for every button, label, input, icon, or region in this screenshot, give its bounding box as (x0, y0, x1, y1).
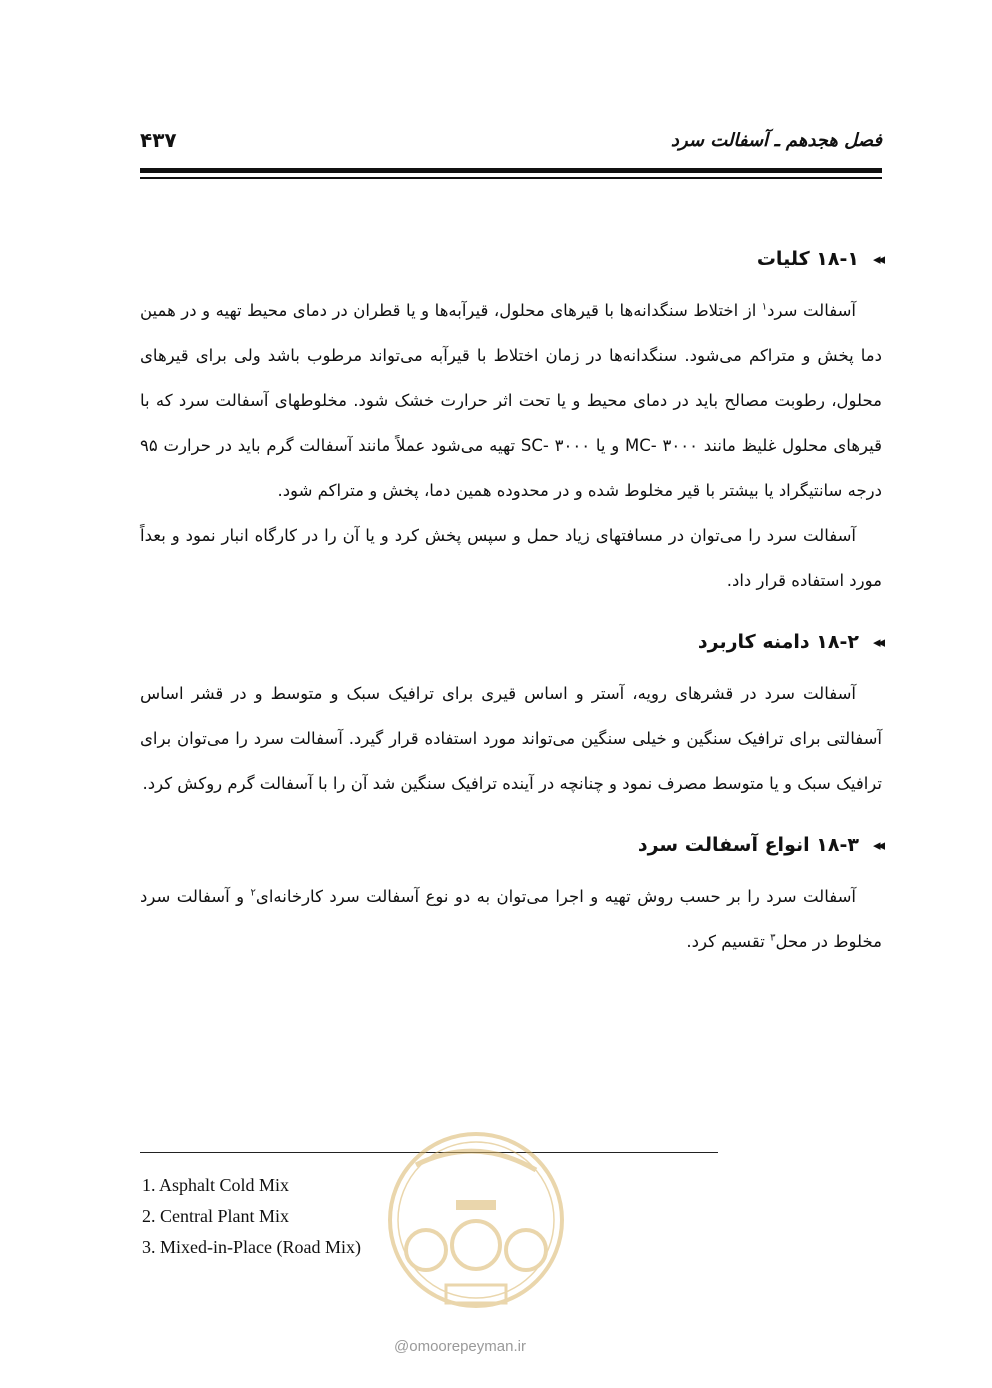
header-rule-thick (140, 168, 882, 173)
section-heading (140, 248, 882, 270)
paragraph-text: آسفالت سرد را بر حسب روش تهیه و اجرا می‌توان به دو نوع آسفالت سرد کارخانه‌ای (255, 887, 856, 906)
page-header-title: فصل هجدهم ـ آسفالت سرد (670, 130, 882, 151)
paragraph-text: و آسفالت سرد مخلوط در محل (140, 887, 882, 951)
section-general (140, 248, 882, 603)
paragraph (140, 513, 882, 603)
paragraph-text: تقسیم کرد. (686, 932, 771, 951)
section-heading (140, 631, 882, 653)
footnotes (142, 1170, 361, 1263)
section-heading (140, 834, 882, 856)
double-arrow-icon: ◂◂ (872, 836, 882, 854)
publisher-seal-watermark (386, 1125, 566, 1325)
watermark-url: @omoorepeyman.ir (394, 1338, 526, 1355)
paragraph (140, 671, 882, 806)
footnote-item: 1. Asphalt Cold Mix (142, 1175, 290, 1195)
section-title: ۱۸-۲ دامنه کاربرد (697, 631, 859, 653)
footnote-ref: ۱ (761, 301, 768, 313)
double-arrow-icon: ◂◂ (872, 633, 882, 651)
footnote-ref: ۳ (770, 932, 776, 944)
paragraph-text: از اختلاط سنگدانه‌ها با قیرهای محلول، قیرآبه‌ها و یا قطران در دمای محیط تهیه و در همین دما پخش و متراکم می‌شود. سنگدانه‌ها در زمان اختلاط با قیرآبه می‌تواند مرطوب باشد ولی برای قیرهای محلول، رطوبت مصالح باید در دمای محیط و یا تحت اثر حرارت خشک شود. مخلوطهای آسفالت سرد که با قیرهای محلول غلیظ مانند MC- ۳۰۰۰ و یا SC- ۳۰۰۰ تهیه می‌شود عملاً مانند آسفالت گرم باید در حرارت ۹۵ درجه سانتیگراد یا بیشتر با قیر مخلوط شده و در محدوده همین دما، پخش و متراکم شود. (140, 301, 883, 500)
section-title: ۱۸-۳ انواع آسفالت سرد (637, 834, 859, 856)
footnote-item: 3. Mixed-in-Place (Road Mix) (142, 1237, 361, 1257)
section-scope (140, 631, 882, 806)
footnote-item: 2. Central Plant Mix (142, 1206, 289, 1226)
paragraph-text: آسفالت سرد را می‌توان در مسافتهای زیاد حمل و سپس پخش کرد و یا آن را در کارگاه انبار نمود و بعداً مورد استفاده قرار داد. (140, 526, 882, 590)
section-title: ۱۸-۱ کلیات (756, 248, 859, 270)
paragraph-text: آسفالت سرد (767, 301, 856, 320)
paragraph-text: آسفالت سرد در قشرهای رویه، آستر و اساس قیری برای ترافیک سبک و متوسط و در قشر اساس آسفالتی برای ترافیک سنگین و خیلی سنگین می‌تواند مورد استفاده قرار گیرد. آسفالت سرد را می‌توان برای ترافیک سبک و یا متوسط مصرف نمود و چنانچه در آینده ترافیک سنگین شد آن را با آسفالت گرم روکش کرد. (140, 684, 882, 793)
double-arrow-icon: ◂◂ (872, 250, 882, 268)
paragraph (140, 288, 882, 513)
page-body (140, 248, 882, 992)
header-rule-thin (140, 177, 882, 179)
paragraph (140, 874, 882, 964)
footnote-ref: ۲ (250, 887, 256, 899)
section-types (140, 834, 882, 964)
page-number: ۴۳۷ (140, 128, 177, 152)
